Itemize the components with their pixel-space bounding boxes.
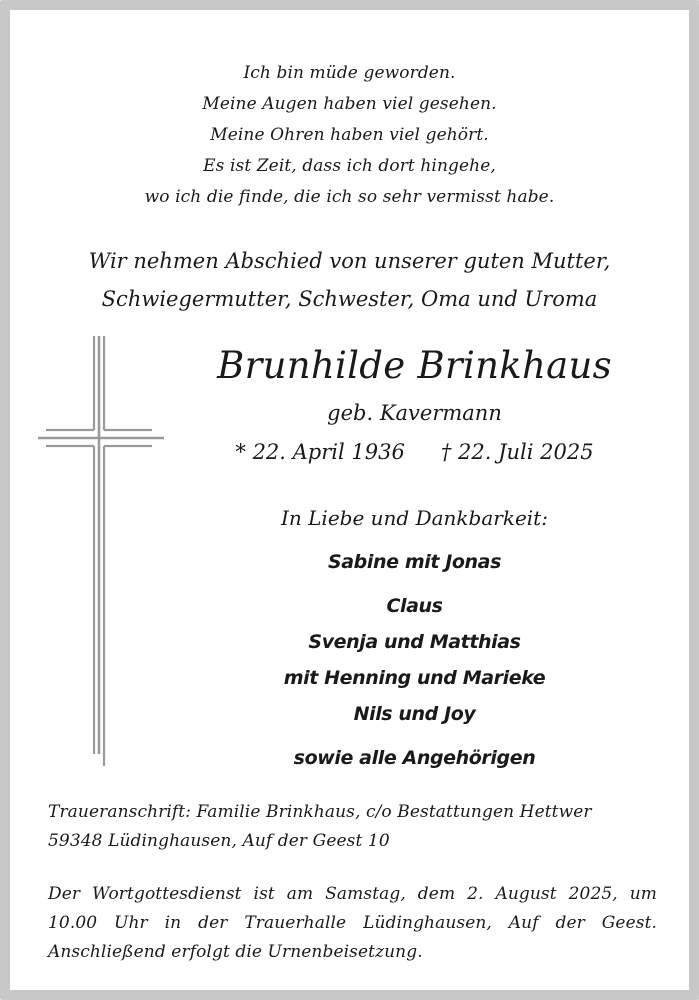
mourner-name: Sabine mit Jonas [327,551,502,573]
mourner-name: mit Henning und Marieke [283,667,546,689]
mourner-name: Claus [386,595,443,617]
poem-line: Meine Augen haben viel gesehen. [202,94,497,114]
address-line: 59348 Lüdinghausen, Auf der Geest 10 [48,831,390,851]
poem-line: Meine Ohren haben viel gehört. [210,125,489,145]
mourning-address [48,798,659,856]
mourner-name: sowie alle Angehörigen [293,747,536,769]
obituary-content [20,20,679,980]
farewell-line: Schwiegermutter, Schwester, Oma und Uroma [101,287,598,311]
poem [20,58,679,213]
mourner-name: Nils und Joy [353,703,476,725]
service-line: Anschließend erfolgt die Urnenbeisetzung. [48,942,423,962]
death-date: † 22. Juli 2025 [440,440,594,464]
service-info [48,880,657,967]
service-line: 10.00 Uhr in der Trauerhalle Lüdinghausen, Auf der Geest. [48,913,657,933]
poem-line: Es ist Zeit, dass ich dort hingehe, [203,156,496,176]
farewell-text [20,242,679,318]
birth-name: geb. Kavermann [327,401,502,425]
poem-line: wo ich die finde, die ich so sehr vermisst habe. [144,187,555,207]
address-line: Traueranschrift: Familie Brinkhaus, c/o Bestattungen Hettwer [48,802,592,822]
mourners-intro: In Liebe und Dankbarkeit: [281,506,548,530]
cross-icon [38,336,164,770]
deceased-name: Brunhilde Brinkhaus [217,344,612,387]
life-dates [150,435,679,469]
poem-line: Ich bin müde geworden. [243,63,456,83]
mourners-list [150,544,679,776]
mourner-name: Svenja und Matthias [308,631,521,653]
birth-date: * 22. April 1936 [235,440,405,464]
service-line: Der Wortgottesdienst ist am Samstag, dem 2. August 2025, um [48,884,657,904]
farewell-line: Wir nehmen Abschied von unserer guten Mutter, [88,249,611,273]
